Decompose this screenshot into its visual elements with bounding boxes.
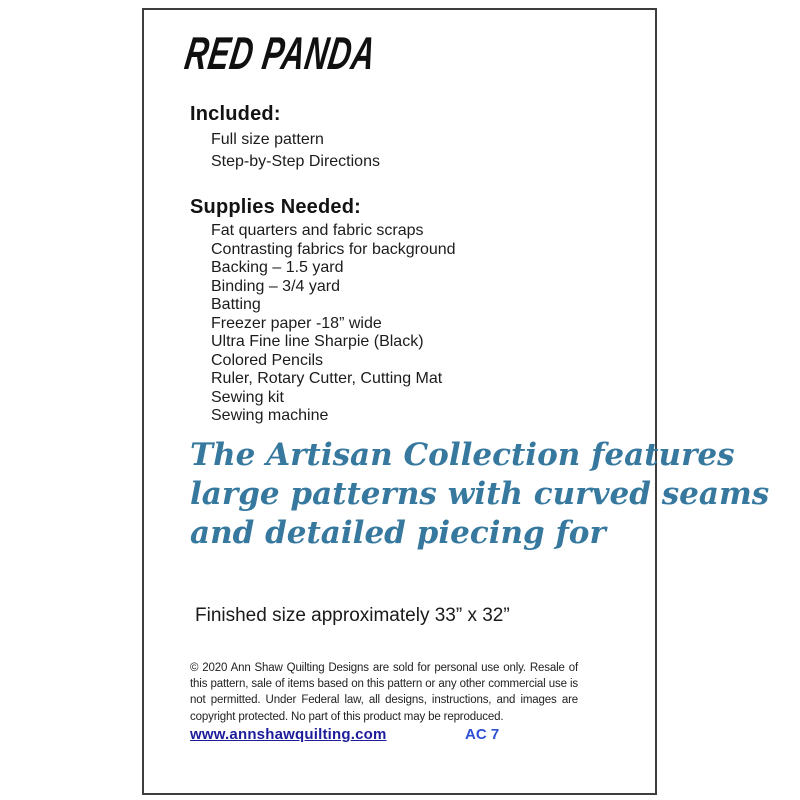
- artisan-collection-note: [190, 436, 770, 553]
- list-item: Step-by-Step Directions: [211, 153, 380, 170]
- list-item: Fat quarters and fabric scraps: [211, 222, 424, 239]
- supplies-list: [211, 222, 456, 426]
- list-item: Binding – 3/4 yard: [211, 277, 340, 295]
- included-heading: Included:: [190, 103, 281, 125]
- product-code: AC 7: [465, 726, 500, 743]
- script-line: and detailed piecing for: [190, 515, 606, 551]
- list-item: Full size pattern: [211, 131, 324, 148]
- pattern-back-cover-page: [142, 8, 770, 795]
- supplies-heading: Supplies Needed:: [190, 196, 362, 218]
- script-line: The Artisan Collection features: [190, 437, 735, 473]
- list-item: Sewing kit: [211, 388, 284, 406]
- list-item: Colored Pencils: [211, 351, 324, 369]
- list-item: Freezer paper -18” wide: [211, 314, 382, 332]
- copyright-notice: © 2020 Ann Shaw Quilting Designs are sold for personal use only. Resale of this pattern, sale of items based on this pattern or any other commercial use is not permitted. Under Federal law, all designs, instructions, and images are copyright protected. No part of this product may be reproduced.: [190, 662, 578, 723]
- list-item: Sewing machine: [211, 407, 329, 424]
- list-item: Backing – 1.5 yard: [211, 259, 344, 276]
- list-item: Contrasting fabrics for background: [211, 240, 456, 258]
- website-link[interactable]: www.annshawquilting.com: [190, 726, 387, 743]
- included-list: [211, 129, 380, 173]
- script-line: large patterns with curved seams: [190, 476, 770, 512]
- pattern-title: RED PANDA: [181, 27, 380, 79]
- list-item: Batting: [211, 296, 261, 313]
- list-item: Ultra Fine line Sharpie (Black): [211, 333, 424, 350]
- finished-size: Finished size approximately 33” x 32”: [195, 605, 510, 626]
- list-item: Ruler, Rotary Cutter, Cutting Mat: [211, 370, 443, 387]
- footer: [190, 726, 620, 744]
